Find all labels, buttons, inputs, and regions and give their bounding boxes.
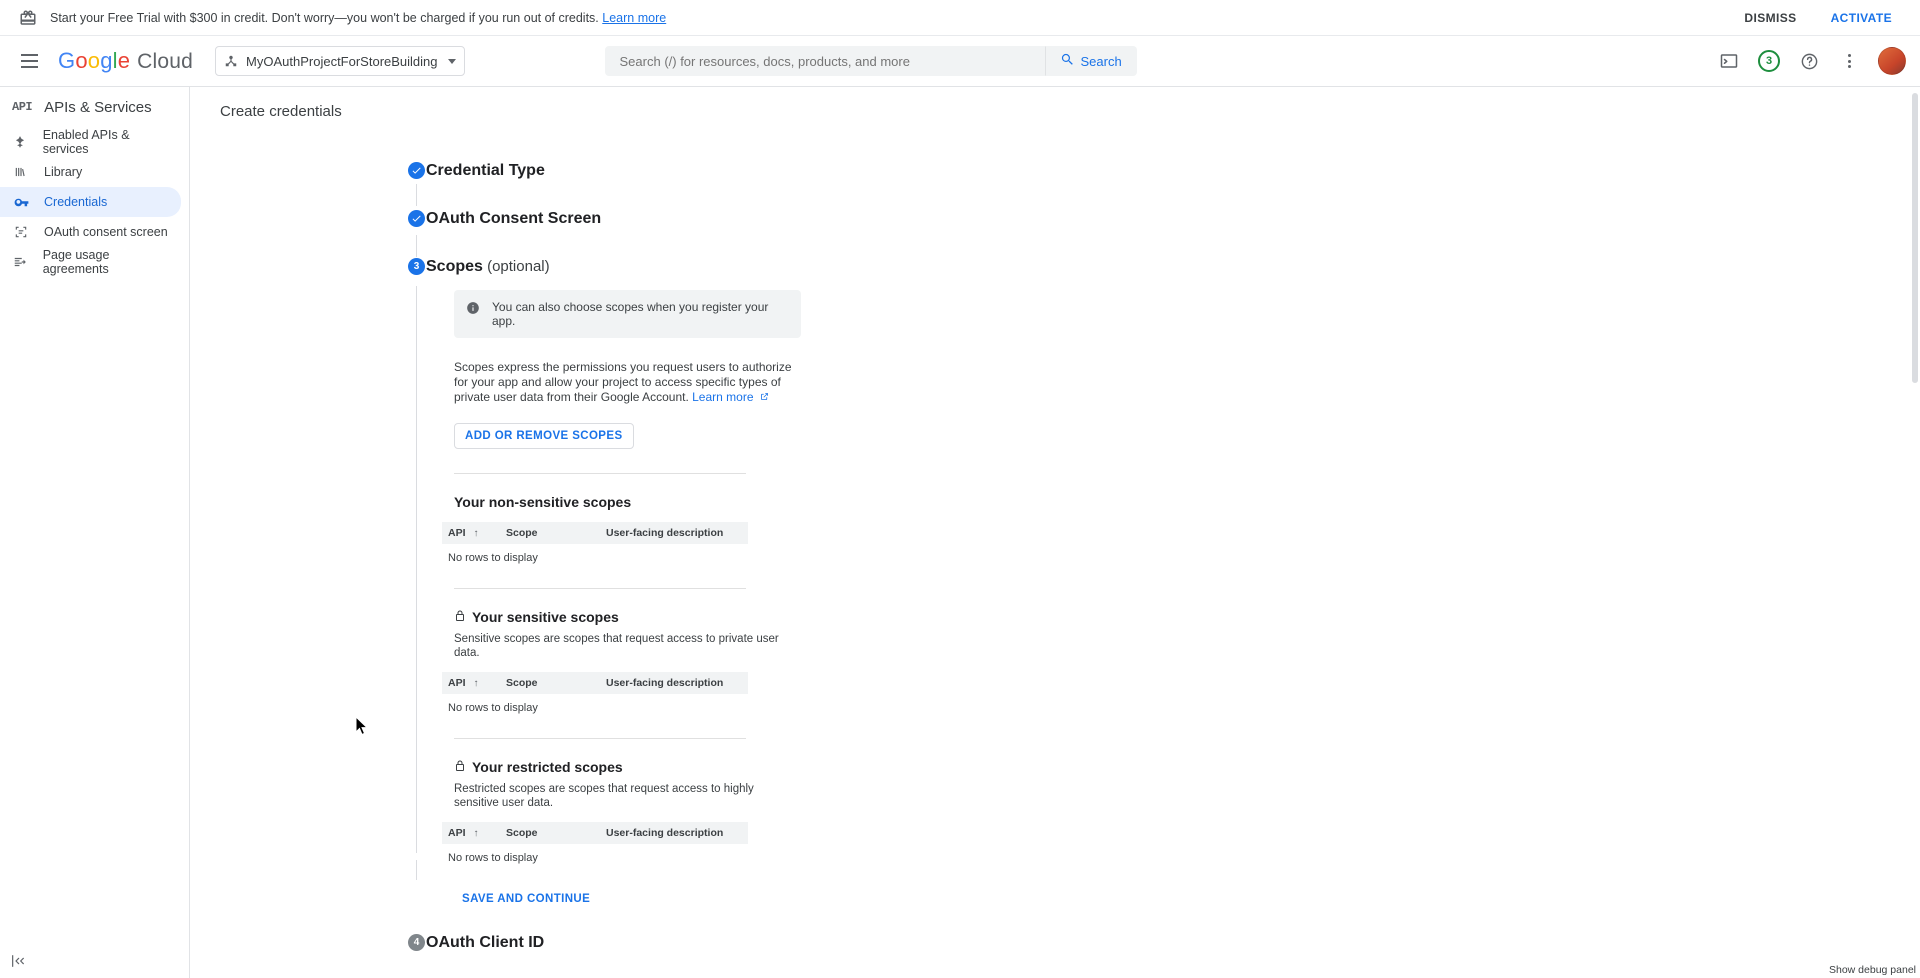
- sidebar: [0, 87, 190, 978]
- step-title-optional: (optional): [482, 258, 550, 275]
- notifications-count: 3: [1758, 50, 1780, 72]
- restricted-scopes-title: [454, 759, 1920, 775]
- logo-letter: g: [100, 48, 113, 73]
- google-cloud-logo[interactable]: [58, 48, 193, 74]
- step-connector: [416, 235, 417, 257]
- consent-icon: [12, 225, 30, 239]
- sidebar-title: [0, 87, 189, 127]
- logo-letter: G: [58, 48, 76, 73]
- sidebar-item-oauth-consent-screen[interactable]: [0, 217, 181, 247]
- column-header-api[interactable]: [442, 822, 500, 844]
- non-sensitive-scopes-title: [454, 494, 1920, 510]
- sort-ascending-icon: ↑: [473, 828, 479, 839]
- main-layout: [0, 87, 1920, 978]
- avatar[interactable]: [1878, 47, 1906, 75]
- table-empty-row: [442, 844, 748, 872]
- divider: [454, 588, 746, 589]
- step-connector: [416, 184, 417, 206]
- topbar-actions: [1712, 44, 1906, 78]
- step-marker-upcoming: [408, 934, 428, 954]
- column-label: API: [448, 527, 466, 539]
- sidebar-item-credentials[interactable]: [0, 187, 181, 217]
- sort-ascending-icon: ↑: [473, 528, 479, 539]
- check-icon: [408, 162, 425, 179]
- scrollbar-thumb[interactable]: [1912, 93, 1918, 383]
- step-number: 3: [408, 258, 425, 275]
- sidebar-item-label: OAuth consent screen: [44, 225, 168, 239]
- dismiss-button[interactable]: DISMISS: [1734, 3, 1806, 33]
- step-title: OAuth Client ID: [426, 934, 545, 951]
- credential-stepper: [190, 120, 1920, 952]
- step-title-text: Scopes: [426, 258, 483, 275]
- scopes-description: [454, 360, 799, 405]
- column-header-description[interactable]: User-facing description: [600, 522, 748, 544]
- column-label: API: [448, 677, 466, 689]
- sensitive-scopes-subtitle: Sensitive scopes are scopes that request access to private user data.: [454, 633, 779, 659]
- sensitive-scopes-title: [454, 609, 1920, 625]
- section-title-text: Your restricted scopes: [472, 759, 623, 775]
- info-icon: [466, 301, 480, 318]
- lock-icon: [454, 609, 466, 625]
- banner-message: Start your Free Trial with $300 in credit. Don't worry—you won't be charged if you run out of credits.: [50, 10, 599, 25]
- table-empty-row: [442, 544, 748, 572]
- empty-text: No rows to display: [448, 852, 538, 864]
- page-title: Create credentials: [220, 103, 342, 120]
- show-debug-panel-link[interactable]: Show debug panel: [1829, 964, 1916, 976]
- activate-button[interactable]: ACTIVATE: [1821, 3, 1902, 33]
- logo-letter: l: [112, 48, 118, 73]
- section-title-text: Your sensitive scopes: [472, 609, 619, 625]
- step-marker-current: [408, 258, 428, 278]
- search-button-label: Search: [1080, 53, 1122, 69]
- scopes-info-box: [454, 290, 801, 338]
- sidebar-item-label: Page usage agreements: [42, 248, 110, 276]
- external-link-icon: [757, 390, 769, 404]
- logo-cloud-text: Cloud: [137, 50, 194, 73]
- table-header-row: [442, 522, 748, 544]
- scopes-step-body: [426, 276, 1920, 912]
- sidebar-item-enabled-apis[interactable]: [0, 127, 181, 157]
- column-header-scope[interactable]: Scope: [500, 672, 600, 694]
- restricted-scopes-table: [442, 822, 748, 872]
- help-icon[interactable]: [1792, 44, 1826, 78]
- sidebar-title-label: APIs & Services: [44, 98, 152, 116]
- empty-text: No rows to display: [448, 552, 538, 564]
- search-area: [605, 46, 1137, 76]
- section-title-text: Your non-sensitive scopes: [454, 494, 632, 510]
- column-header-api[interactable]: [442, 672, 500, 694]
- save-and-continue-button[interactable]: SAVE AND CONTINUE: [454, 886, 598, 912]
- top-navigation-bar: [0, 36, 1920, 87]
- column-header-api[interactable]: [442, 522, 500, 544]
- library-icon: [12, 165, 30, 179]
- api-icon: API: [12, 100, 33, 114]
- divider: [454, 473, 746, 474]
- step-oauth-consent-screen[interactable]: [190, 210, 1920, 228]
- dashboard-icon: [12, 135, 29, 149]
- non-sensitive-scopes-table: [442, 522, 748, 572]
- project-icon: [224, 54, 238, 68]
- step-title: [426, 258, 1920, 276]
- agreement-icon: [12, 255, 29, 269]
- lock-icon: [454, 759, 466, 775]
- cloud-shell-icon[interactable]: [1712, 44, 1746, 78]
- sidebar-item-label: Library: [44, 165, 83, 179]
- check-icon: [408, 210, 425, 227]
- gift-icon: [18, 8, 38, 28]
- restricted-scopes-subtitle: Restricted scopes are scopes that request access to highly sensitive user data.: [454, 783, 754, 809]
- logo-letter: o: [87, 48, 101, 73]
- vertical-scrollbar[interactable]: [1910, 87, 1920, 978]
- column-label: API: [448, 827, 466, 839]
- sensitive-scopes-table: [442, 672, 748, 722]
- notifications-icon[interactable]: [1752, 44, 1786, 78]
- table-empty-row: [442, 694, 748, 722]
- banner-text: [50, 11, 666, 25]
- step-marker-done: [408, 210, 428, 230]
- collapse-sidebar-icon[interactable]: [10, 953, 26, 972]
- step-title: Credential Type: [426, 162, 545, 179]
- table-header-row: [442, 672, 748, 694]
- project-selector[interactable]: [215, 46, 464, 76]
- chevron-down-icon: [448, 59, 456, 64]
- logo-letter: e: [117, 48, 131, 73]
- step-credential-type[interactable]: [190, 162, 1920, 180]
- scopes-description-text: Scopes express the permissions you request users to authorize for your app and allow your project to access specific types of private user data from their Google Account.: [454, 360, 792, 404]
- column-header-scope[interactable]: Scope: [500, 522, 600, 544]
- divider: [454, 738, 746, 739]
- free-trial-banner: [0, 0, 1920, 36]
- column-header-scope[interactable]: Scope: [500, 822, 600, 844]
- more-options-icon[interactable]: [1832, 44, 1866, 78]
- menu-icon[interactable]: [10, 42, 48, 80]
- step-number: 4: [408, 934, 425, 951]
- search-icon: [1060, 52, 1075, 70]
- search-button[interactable]: [1045, 46, 1137, 76]
- step-oauth-client-id[interactable]: [190, 934, 1920, 952]
- empty-text: No rows to display: [448, 702, 538, 714]
- search-field-container[interactable]: [605, 46, 1045, 76]
- banner-learn-more-link[interactable]: Learn more: [602, 10, 667, 25]
- column-header-description[interactable]: User-facing description: [600, 672, 748, 694]
- step-scopes: [190, 258, 1920, 912]
- search-input[interactable]: [618, 53, 1032, 70]
- sidebar-item-page-usage-agreements[interactable]: [0, 247, 181, 277]
- column-header-description[interactable]: User-facing description: [600, 822, 748, 844]
- table-header-row: [442, 822, 748, 844]
- sort-ascending-icon: ↑: [473, 678, 479, 689]
- step-title: OAuth Consent Screen: [426, 210, 602, 227]
- project-name: MyOAuthProjectForStoreBuilding: [246, 53, 438, 69]
- logo-letter: o: [75, 48, 88, 73]
- sidebar-item-label: Credentials: [44, 195, 108, 209]
- sidebar-item-label: Enabled APIs & services: [42, 128, 130, 156]
- add-or-remove-scopes-button[interactable]: ADD OR REMOVE SCOPES: [454, 423, 634, 449]
- scopes-info-text: You can also choose scopes when you register your app.: [492, 300, 769, 328]
- content-area: [190, 87, 1920, 978]
- sidebar-item-library[interactable]: [0, 157, 181, 187]
- step-marker-done: [408, 162, 428, 182]
- key-icon: [12, 195, 30, 210]
- scopes-learn-more-link[interactable]: Learn more: [692, 390, 754, 404]
